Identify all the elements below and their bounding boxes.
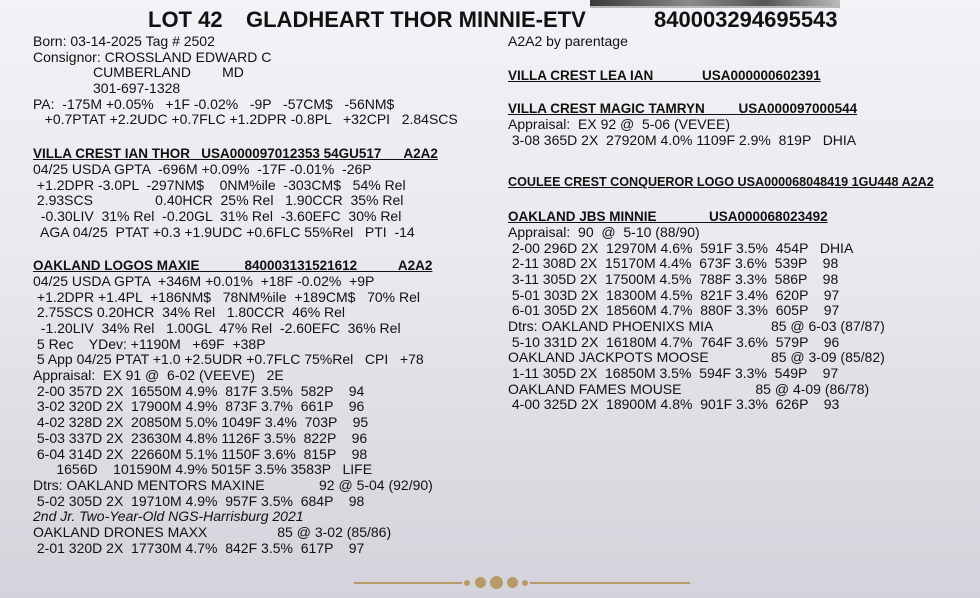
lot-number: LOT 42	[148, 7, 223, 32]
animal-name: GLADHEART THOR MINNIE-ETV	[246, 7, 586, 32]
consignor-line: Consignor: CROSSLAND EDWARD C	[33, 48, 272, 65]
ornament-dot	[490, 576, 503, 589]
ornament-dot	[464, 580, 470, 586]
sire-line: AGA 04/25 PTAT +0.3 +1.9UDC +0.6FLC 55%Rel PTI -14	[33, 223, 415, 240]
dam-dam-line: 1-11 305D 2X 16850M 3.5% 594F 3.3% 549P 97	[508, 365, 839, 381]
dam-dam-line: 4-00 325D 2X 18900M 4.8% 901F 3.3% 626P 93	[508, 396, 840, 413]
sire-heading: VILLA CREST IAN THOR USA000097012353 54GU517 A2A2	[33, 146, 438, 162]
consignor-location: CUMBERLAND MD	[93, 64, 244, 81]
consignor-phone: 301-697-1328	[93, 80, 181, 97]
dam-line: 6-04 314D 2X 22660M 5.1% 1150F 3.6% 815P 98	[33, 445, 368, 462]
sire-dam-heading: VILLA CREST MAGIC TAMRYN USA000097000544	[508, 101, 858, 117]
dam-line: 1656D 101590M 4.9% 5015F 3.5% 3583P LIFE	[33, 461, 373, 478]
sire-line: -0.30LIV 31% Rel -0.20GL 31% Rel -3.60EFC 30% Rel	[33, 207, 402, 224]
dam-details	[33, 274, 483, 556]
dam-line: 5 Rec YDev: +1190M +69F +38P	[33, 335, 266, 352]
ornament-dot	[475, 577, 486, 588]
dam-line: OAKLAND DRONES MAXX 85 @ 3-02 (85/86)	[33, 523, 392, 540]
dam-line: 5-02 305D 2X 19710M 4.9% 957F 3.5% 684P 98	[33, 492, 365, 509]
sire-dam-line: 3-08 365D 2X 27920M 4.0% 1109F 2.9% 819P DHIA	[508, 131, 857, 148]
dam-dam-line: OAKLAND FAMES MOUSE 85 @ 4-09 (86/78)	[508, 380, 870, 397]
dam-heading: OAKLAND LOGOS MAXIE 840003131521612 A2A2	[33, 258, 433, 274]
right-column	[508, 34, 978, 413]
sire-line: +1.2DPR -3.0PL -297NM$ 0NM%ile -303CM$ 54% Rel	[33, 176, 406, 193]
dam-line: -1.20LIV 34% Rel 1.00GL 47% Rel -2.60EFC 36% Rel	[33, 320, 401, 336]
dam-dam-line: Dtrs: OAKLAND PHOENIXS MIA 85 @ 6-03 (87/87)	[508, 317, 885, 334]
sire-dam-line: Appraisal: EX 92 @ 5-06 (VEVEE)	[508, 116, 730, 133]
dam-line: 2-01 320D 2X 17730M 4.7% 842F 3.5% 617P 97	[33, 539, 365, 556]
pa-line-2: +0.7PTAT +2.2UDC +0.7FLC +1.2DPR -0.8PL +32CPI 2.84SCS	[33, 111, 458, 128]
dam-dam-line: Appraisal: 90 @ 5-10 (88/90)	[508, 223, 700, 240]
pa-line-1: PA: -175M +0.05% +1F -0.02% -9P -57CM$ -56NM$	[33, 95, 395, 112]
dam-dam-line: 6-01 305D 2X 18560M 4.7% 880F 3.3% 605P 97	[508, 302, 840, 319]
dam-line: 2.75SCS 0.20HCR 34% Rel 1.80CCR 46% Rel	[33, 304, 346, 321]
dam-line: 3-02 320D 2X 17900M 4.9% 873F 3.7% 661P 96	[33, 398, 365, 415]
dam-dam-line: OAKLAND JACKPOTS MOOSE 85 @ 3-09 (85/82)	[508, 349, 885, 366]
dam-line: 4-02 328D 2X 20850M 5.0% 1049F 3.4% 703P 95	[33, 414, 369, 431]
dam-dam-details	[508, 225, 978, 413]
dam-line: 04/25 USDA GPTA +346M +0.01% +18F -0.02% +9P	[33, 272, 375, 289]
dam-dam-heading: OAKLAND JBS MINNIE USA000068023492	[508, 209, 828, 225]
footer-ornament	[354, 576, 690, 590]
sire-line: 2.93SCS 0.40HCR 25% Rel 1.90CCR 35% Rel	[33, 192, 404, 209]
a2-status: A2A2 by parentage	[508, 33, 628, 49]
dam-sire-heading: COULEE CREST CONQUEROR LOGO USA000068048419 1GU448 A2A2	[508, 175, 934, 190]
ornament-dot	[507, 577, 518, 588]
dam-dam-line: 2-00 296D 2X 12970M 4.6% 591F 3.5% 454P DHIA	[508, 239, 854, 256]
ornament-dot	[522, 580, 528, 586]
sire-line: 04/25 USDA GPTA -696M +0.09% -17F -0.01% -26P	[33, 160, 372, 177]
dam-dam-line: 5-01 303D 2X 18300M 4.5% 821F 3.4% 620P 97	[508, 286, 840, 303]
dam-line: +1.2DPR +1.4PL +186NM$ 78NM%ile +189CM$ 70% Rel	[33, 288, 421, 305]
dam-line: Dtrs: OAKLAND MENTORS MAXINE 92 @ 5-04 (92/90)	[33, 476, 433, 493]
dam-line: 5 App 04/25 PTAT +1.0 +2.5UDR +0.7FLC 75%Rel CPI +78	[33, 351, 424, 368]
born-line: Born: 03-14-2025 Tag # 2502	[33, 33, 215, 49]
dam-line: Appraisal: EX 91 @ 6-02 (VEEVE) 2E	[33, 367, 284, 384]
ornament-line-left	[354, 582, 462, 584]
award-line: 2nd Jr. Two-Year-Old NGS-Harrisburg 2021	[33, 508, 304, 525]
left-column	[33, 34, 483, 556]
dam-line: 2-00 357D 2X 16550M 4.9% 817F 3.5% 582P 94	[33, 382, 365, 399]
sire-details	[33, 162, 483, 240]
dam-line: 5-03 337D 2X 23630M 4.8% 1126F 3.5% 822P 96	[33, 429, 368, 446]
sire-sire-heading: VILLA CREST LEA IAN USA000000602391	[508, 67, 821, 83]
dam-dam-line: 3-11 305D 2X 17500M 4.5% 788F 3.3% 586P 98	[508, 270, 839, 287]
dam-dam-line: 5-10 331D 2X 16180M 4.7% 764F 3.6% 579P 96	[508, 333, 840, 350]
ornament-line-right	[530, 582, 690, 584]
registration-id: 840003294695543	[654, 7, 838, 32]
dam-dam-line: 2-11 308D 2X 15170M 4.4% 673F 3.6% 539P 98	[508, 255, 839, 272]
